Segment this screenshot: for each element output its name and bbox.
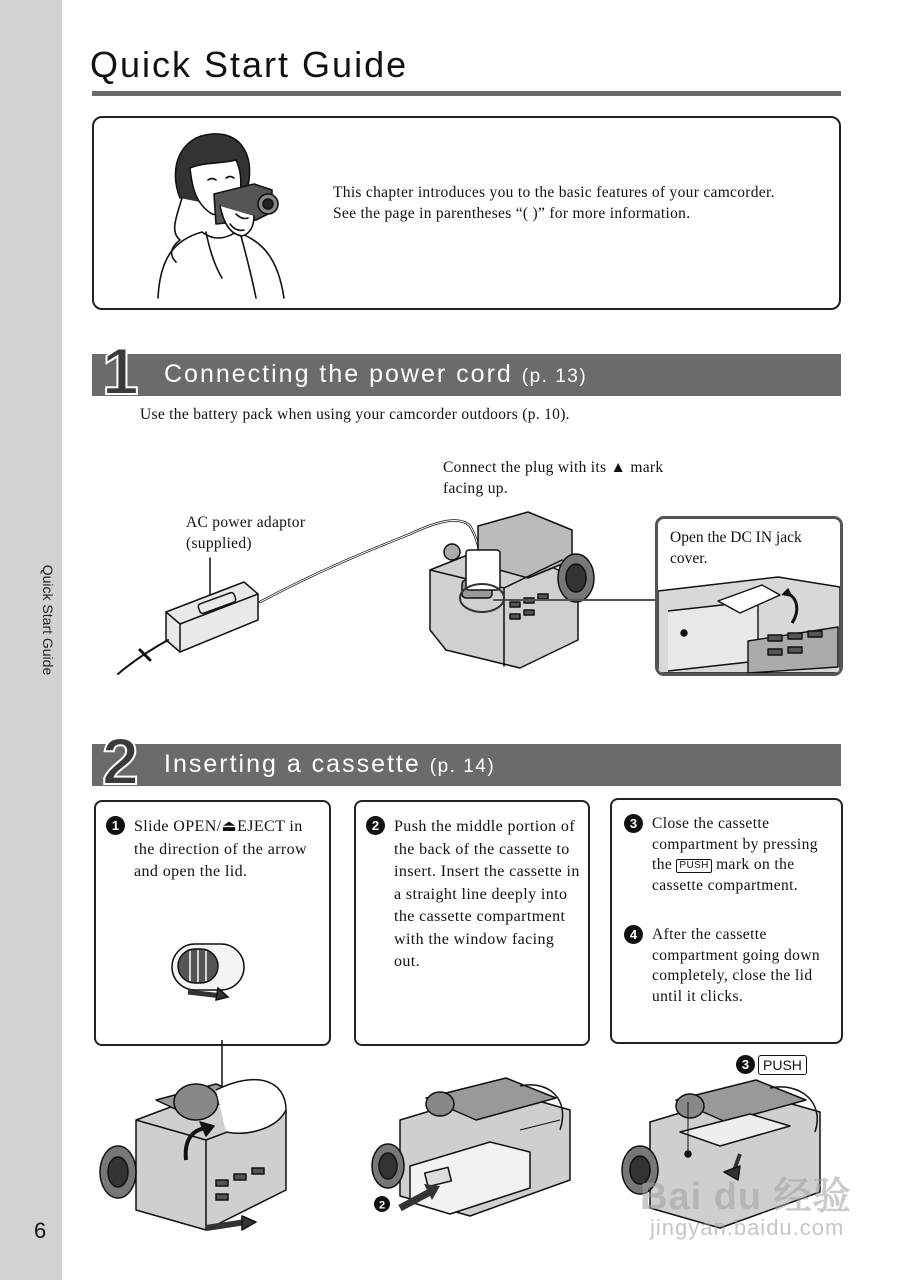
woman-with-camcorder-illustration bbox=[150, 128, 295, 303]
title-rule bbox=[92, 91, 841, 96]
figure-marker-3: 3 bbox=[736, 1055, 755, 1074]
instruction-box-3 bbox=[610, 798, 843, 1044]
instruction-text-1 bbox=[134, 816, 319, 884]
step-marker-1: 1 bbox=[106, 816, 125, 835]
box3-text-before: Close the cassette compartment by pressing the bbox=[652, 815, 818, 873]
step2-number: 2 bbox=[102, 724, 139, 798]
watermark-url: jingyan.baidu.com bbox=[650, 1215, 845, 1240]
step2-page-ref: (p. 14) bbox=[429, 756, 496, 777]
callout-text: Open the DC IN jack cover. bbox=[670, 529, 802, 567]
dc-in-jack-detail-illustration bbox=[658, 571, 840, 673]
push-mark-icon: PUSH bbox=[676, 859, 711, 873]
page-number: 6 bbox=[34, 1218, 47, 1243]
box1-text-after: EJECT in the direction of the arrow and open the lid. bbox=[134, 818, 308, 880]
step2-title-text: Inserting a cassette bbox=[164, 750, 421, 778]
push-label: PUSH bbox=[758, 1055, 807, 1075]
step-marker-4: 4 bbox=[624, 925, 643, 944]
intro-text: This chapter introduces you to the basic features of your camcorder. See the page in parentheses “( )” for more information. bbox=[333, 184, 775, 222]
page-title: Quick Start Guide bbox=[90, 44, 409, 85]
adaptor-label: AC power adaptor (supplied) bbox=[186, 514, 306, 552]
step1-note: Use the battery pack when using your camcorder outdoors (p. 10). bbox=[140, 406, 570, 423]
step1-header bbox=[92, 334, 841, 408]
instruction-text-2: Push the middle portion of the back of the cassette to insert. Insert the cassette in a straight line deeply into the cassette compartment with the window facing out. bbox=[394, 818, 580, 970]
camcorder-lid-open-illustration bbox=[96, 1040, 296, 1245]
dc-in-jack-callout bbox=[655, 516, 843, 676]
step1-title bbox=[164, 360, 587, 389]
step1-title-text: Connecting the power cord bbox=[164, 360, 513, 388]
watermark-logo: Bai du 经验 bbox=[640, 1176, 852, 1218]
step-marker-2: 2 bbox=[366, 816, 385, 835]
power-connection-illustration bbox=[110, 490, 660, 690]
box1-text-before: Slide OPEN/ bbox=[134, 818, 222, 835]
step2-title bbox=[164, 750, 495, 779]
step2-header bbox=[92, 724, 841, 798]
side-section-label: Quick Start Guide bbox=[40, 564, 56, 676]
step-marker-3: 3 bbox=[624, 814, 643, 833]
instruction-box-1 bbox=[94, 800, 331, 1046]
box3-text-after: mark on the cassette compartment. bbox=[652, 856, 799, 894]
step1-page-ref: (p. 13) bbox=[521, 366, 588, 387]
instruction-text-4: After the cassette compartment going down completely, close the lid until it clicks. bbox=[652, 926, 821, 1005]
figure-marker-2: 2 bbox=[378, 1199, 386, 1212]
instruction-box-2 bbox=[354, 800, 590, 1046]
open-eject-switch-illustration bbox=[166, 936, 251, 1001]
step1-number: 1 bbox=[102, 334, 139, 408]
cassette-insert-illustration bbox=[370, 1070, 580, 1230]
eject-icon: ⏏ bbox=[221, 818, 238, 835]
instruction-text-3 bbox=[652, 814, 837, 896]
plug-label: Connect the plug with its ▲ mark facing up. bbox=[443, 459, 664, 497]
